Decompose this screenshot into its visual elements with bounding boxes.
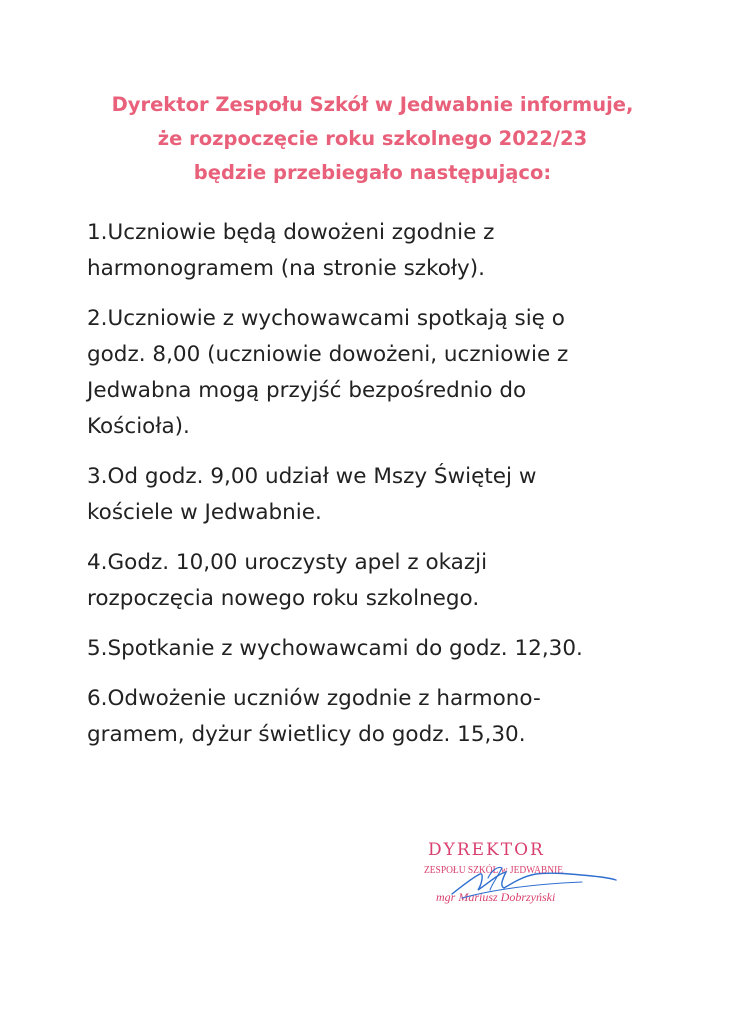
header-line-2: że rozpoczęcie roku szkolnego 2022/23 (157, 127, 588, 150)
announcement-header (0, 88, 745, 190)
header-line-3: będzie przebiegało następująco: (193, 161, 552, 184)
stamp-name: mgr Mariusz Dobrzyński (436, 890, 556, 904)
schedule-list (87, 215, 647, 767)
schedule-item-6: 6.Odwożenie uczniów zgodnie z harmono- gramem, dyżur świetlicy do godz. 15,30. (87, 686, 541, 747)
header-line-1: Dyrektor Zespołu Szkół w Jedwabnie informuje, (111, 93, 634, 116)
schedule-item-5: 5.Spotkanie z wychowawcami do godz. 12,30. (87, 636, 583, 661)
schedule-item-2: 2.Uczniowie z wychowawcami spotkają się o godz. 8,00 (uczniowie dowożeni, uczniowie z Jedwabna mogą przyjść bezpośrednio do Kościoła). (87, 306, 569, 439)
schedule-item-1: 1.Uczniowie będą dowożeni zgodnie z harmonogramem (na stronie szkoły). (87, 220, 495, 281)
handwritten-signature (432, 856, 622, 906)
schedule-item-3: 3.Od godz. 9,00 udział we Mszy Świętej w kościele w Jedwabnie. (87, 464, 537, 525)
stamp-title: DYREKTOR (428, 840, 545, 860)
schedule-item-4: 4.Godz. 10,00 uroczysty apel z okazji rozpoczęcia nowego roku szkolnego. (87, 550, 488, 611)
stamp-subtitle: ZESPOŁU SZKÓŁ w JEDWABNIE (424, 864, 564, 876)
